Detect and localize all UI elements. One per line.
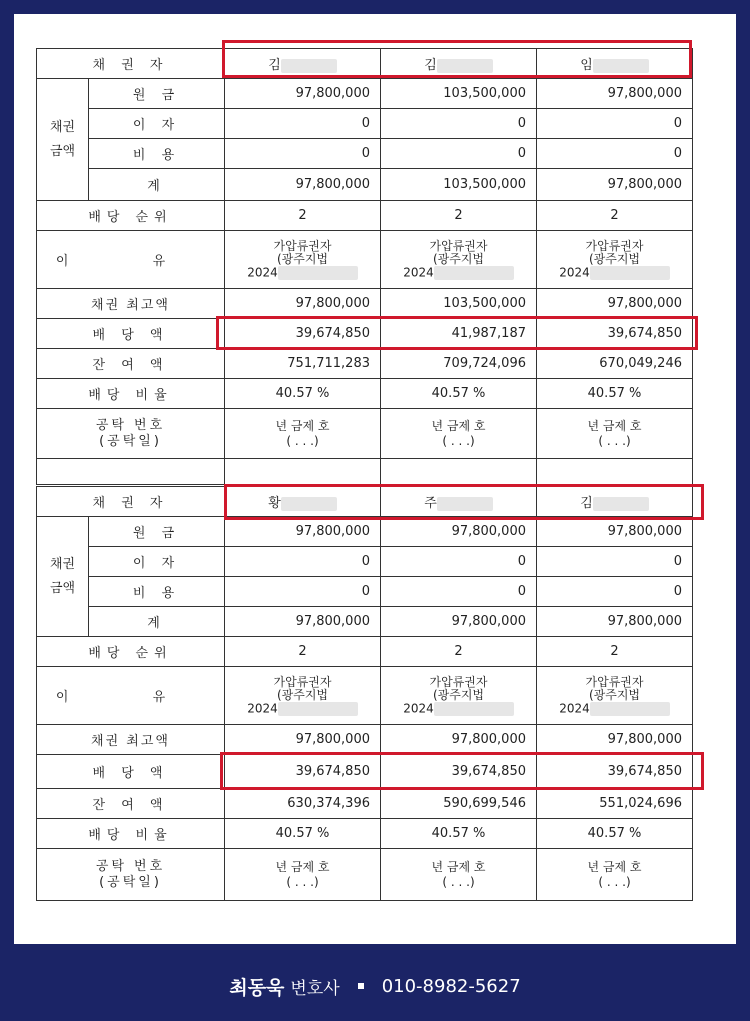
ratio-value: 40.57 % bbox=[381, 819, 537, 849]
dividend-value: 39,674,850 bbox=[225, 755, 381, 789]
redaction-box bbox=[590, 702, 670, 716]
max-amount-label: 채권 최고액 bbox=[37, 289, 225, 319]
reason-value: 가압류권자 (광주지법 2024 bbox=[225, 231, 381, 289]
balance-label: 잔 여 액 bbox=[37, 349, 225, 379]
cost-label: 비 용 bbox=[89, 139, 225, 169]
principal-label: 원 금 bbox=[89, 79, 225, 109]
interest-value: 0 bbox=[381, 547, 537, 577]
creditor-name: 김 bbox=[381, 49, 537, 79]
max-amount-value: 97,800,000 bbox=[225, 725, 381, 755]
claim-amount-group-label: 채권 금액 bbox=[37, 79, 89, 201]
dividend-value: 39,674,850 bbox=[537, 755, 693, 789]
principal-value: 97,800,000 bbox=[537, 517, 693, 547]
redaction-box bbox=[278, 702, 358, 716]
ratio-label: 배당 비율 bbox=[37, 819, 225, 849]
creditor-label: 채 권 자 bbox=[37, 487, 225, 517]
reason-label: 이 유 bbox=[37, 667, 225, 725]
total-value: 97,800,000 bbox=[537, 607, 693, 637]
cost-value: 0 bbox=[537, 139, 693, 169]
interest-label: 이 자 bbox=[89, 547, 225, 577]
interest-value: 0 bbox=[225, 109, 381, 139]
dividend-value: 39,674,850 bbox=[225, 319, 381, 349]
deposit-value: 년 금제 호 ( . . .) bbox=[225, 849, 381, 901]
ratio-value: 40.57 % bbox=[537, 819, 693, 849]
cost-value: 0 bbox=[225, 139, 381, 169]
principal-value: 97,800,000 bbox=[537, 79, 693, 109]
max-amount-value: 97,800,000 bbox=[537, 725, 693, 755]
total-value: 97,800,000 bbox=[225, 169, 381, 201]
dividend-value: 39,674,850 bbox=[537, 319, 693, 349]
dividend-value: 39,674,850 bbox=[381, 755, 537, 789]
reason-value: 가압류권자 (광주지법 2024 bbox=[537, 231, 693, 289]
contact-footer bbox=[0, 960, 750, 1012]
principal-label: 원 금 bbox=[89, 517, 225, 547]
reason-label: 이 유 bbox=[37, 231, 225, 289]
deposit-value: 년 금제 호 ( . . .) bbox=[537, 849, 693, 901]
reason-value: 가압류권자 (광주지법 2024 bbox=[381, 667, 537, 725]
total-value: 97,800,000 bbox=[537, 169, 693, 201]
distribution-table-1 bbox=[36, 48, 693, 485]
lawyer-name: 최동욱 bbox=[229, 976, 285, 999]
total-label: 계 bbox=[89, 169, 225, 201]
creditor-label: 채 권 자 bbox=[37, 49, 225, 79]
rank-value: 2 bbox=[381, 637, 537, 667]
redaction-box bbox=[434, 266, 514, 280]
redaction-box bbox=[590, 266, 670, 280]
distribution-table-2 bbox=[36, 486, 693, 901]
creditor-name: 황 bbox=[225, 487, 381, 517]
balance-label: 잔 여 액 bbox=[37, 789, 225, 819]
total-value: 97,800,000 bbox=[225, 607, 381, 637]
interest-value: 0 bbox=[225, 547, 381, 577]
cost-value: 0 bbox=[225, 577, 381, 607]
ratio-value: 40.57 % bbox=[225, 379, 381, 409]
ratio-value: 40.57 % bbox=[381, 379, 537, 409]
max-amount-value: 97,800,000 bbox=[381, 725, 537, 755]
creditor-name: 임 bbox=[537, 49, 693, 79]
deposit-value: 년 금제 호 ( . . .) bbox=[381, 849, 537, 901]
max-amount-label: 채권 최고액 bbox=[37, 725, 225, 755]
balance-value: 670,049,246 bbox=[537, 349, 693, 379]
principal-value: 97,800,000 bbox=[225, 79, 381, 109]
rank-value: 2 bbox=[381, 201, 537, 231]
rank-value: 2 bbox=[225, 201, 381, 231]
principal-value: 103,500,000 bbox=[381, 79, 537, 109]
rank-value: 2 bbox=[537, 637, 693, 667]
creditor-name: 김 bbox=[225, 49, 381, 79]
total-value: 97,800,000 bbox=[381, 607, 537, 637]
deposit-label: 공탁 번호 (공탁일) bbox=[37, 409, 225, 459]
cost-value: 0 bbox=[381, 577, 537, 607]
rank-label: 배당 순위 bbox=[37, 637, 225, 667]
creditor-name: 김 bbox=[537, 487, 693, 517]
deposit-value: 년 금제 호 ( . . .) bbox=[537, 409, 693, 459]
cost-label: 비 용 bbox=[89, 577, 225, 607]
dividend-value: 41,987,187 bbox=[381, 319, 537, 349]
balance-value: 590,699,546 bbox=[381, 789, 537, 819]
max-amount-value: 97,800,000 bbox=[537, 289, 693, 319]
deposit-value: 년 금제 호 ( . . .) bbox=[225, 409, 381, 459]
dividend-highlight-box bbox=[220, 752, 704, 790]
claim-amount-group-label: 채권 금액 bbox=[37, 517, 89, 637]
balance-value: 551,024,696 bbox=[537, 789, 693, 819]
blank-row bbox=[37, 459, 693, 485]
rank-value: 2 bbox=[225, 637, 381, 667]
interest-label: 이 자 bbox=[89, 109, 225, 139]
dividend-label: 배 당 액 bbox=[37, 319, 225, 349]
rank-value: 2 bbox=[537, 201, 693, 231]
creditor-name: 주 bbox=[381, 487, 537, 517]
balance-value: 709,724,096 bbox=[381, 349, 537, 379]
reason-value: 가압류권자 (광주지법 2024 bbox=[381, 231, 537, 289]
ratio-label: 배당 비율 bbox=[37, 379, 225, 409]
interest-value: 0 bbox=[537, 109, 693, 139]
max-amount-value: 97,800,000 bbox=[225, 289, 381, 319]
deposit-label: 공탁 번호 (공탁일) bbox=[37, 849, 225, 901]
dividend-label: 배 당 액 bbox=[37, 755, 225, 789]
total-value: 103,500,000 bbox=[381, 169, 537, 201]
dividend-highlight-box bbox=[216, 316, 698, 350]
rank-label: 배당 순위 bbox=[37, 201, 225, 231]
phone-number: 010-8982-5627 bbox=[381, 975, 521, 997]
interest-value: 0 bbox=[537, 547, 693, 577]
interest-value: 0 bbox=[381, 109, 537, 139]
redaction-box bbox=[278, 266, 358, 280]
reason-value: 가압류권자 (광주지법 2024 bbox=[537, 667, 693, 725]
max-amount-value: 103,500,000 bbox=[381, 289, 537, 319]
cost-value: 0 bbox=[381, 139, 537, 169]
ratio-value: 40.57 % bbox=[537, 379, 693, 409]
total-label: 계 bbox=[89, 607, 225, 637]
ratio-value: 40.57 % bbox=[225, 819, 381, 849]
lawyer-title: 변호사 bbox=[290, 978, 340, 999]
cost-value: 0 bbox=[537, 577, 693, 607]
creditor-highlight-box bbox=[222, 40, 692, 78]
creditor-highlight-box bbox=[224, 484, 704, 520]
balance-value: 751,711,283 bbox=[225, 349, 381, 379]
principal-value: 97,800,000 bbox=[225, 517, 381, 547]
redaction-box bbox=[434, 702, 514, 716]
deposit-value: 년 금제 호 ( . . .) bbox=[381, 409, 537, 459]
principal-value: 97,800,000 bbox=[381, 517, 537, 547]
reason-value: 가압류권자 (광주지법 2024 bbox=[225, 667, 381, 725]
balance-value: 630,374,396 bbox=[225, 789, 381, 819]
separator-dot bbox=[358, 983, 364, 989]
